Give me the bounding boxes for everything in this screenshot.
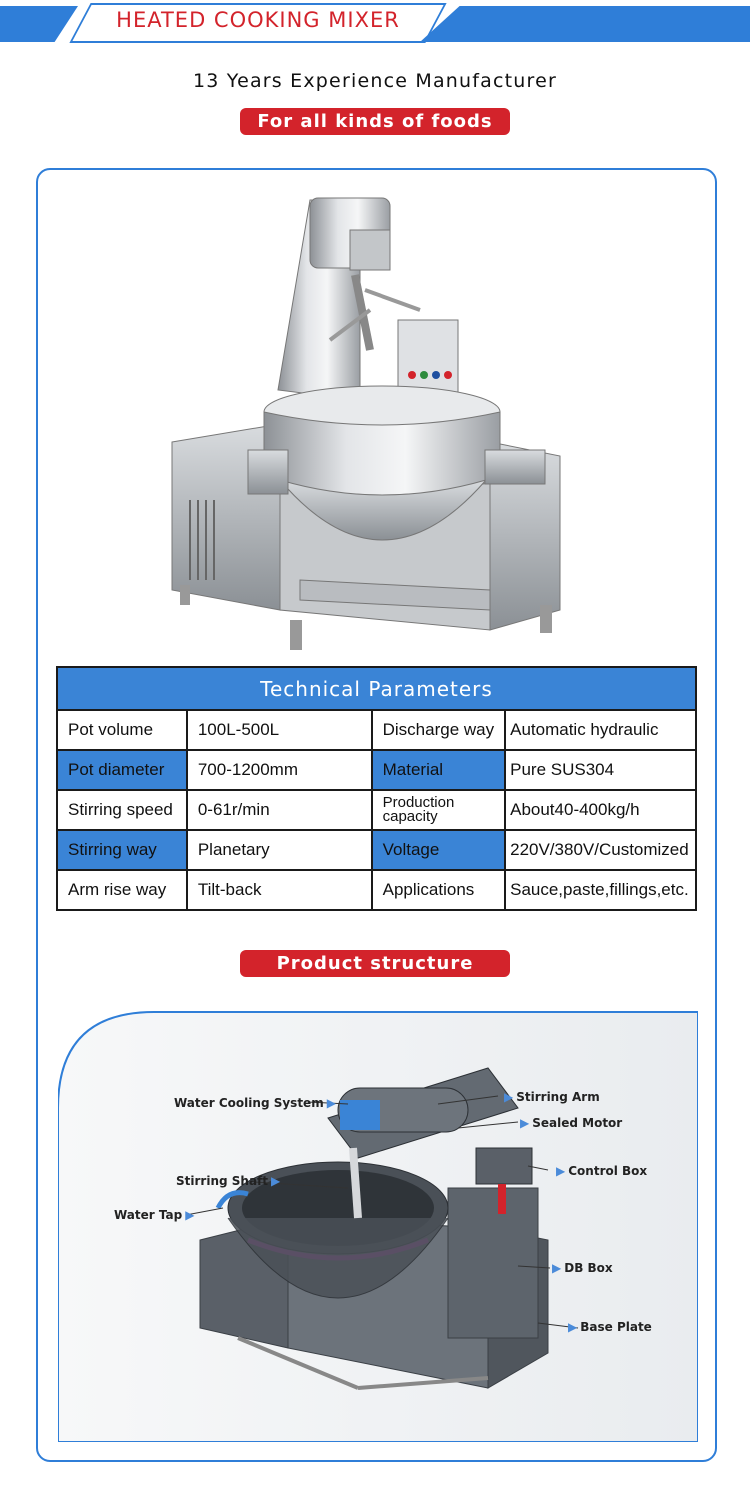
callout-label: Control Box bbox=[568, 1164, 648, 1178]
table-row bbox=[57, 710, 696, 750]
triangle-pointer-icon: ▶ bbox=[185, 1208, 195, 1222]
tagline-badge: For all kinds of foods bbox=[240, 108, 510, 135]
table-title: Technical Parameters bbox=[57, 667, 696, 710]
param-label: Material bbox=[372, 750, 506, 790]
param-label: Arm rise way bbox=[57, 870, 187, 910]
param-value: Tilt-back bbox=[187, 870, 372, 910]
triangle-pointer-icon: ▶ bbox=[271, 1174, 281, 1188]
callout-stirring-shaft bbox=[176, 1174, 280, 1188]
param-value: 220V/380V/Customized bbox=[505, 830, 696, 870]
triangle-pointer-icon: ▶ bbox=[504, 1090, 514, 1104]
callout-label: Stirring Shaft bbox=[176, 1174, 268, 1188]
param-label: Pot volume bbox=[57, 710, 187, 750]
param-label: Stirring speed bbox=[57, 790, 187, 830]
param-value: Pure SUS304 bbox=[505, 750, 696, 790]
structure-drawing bbox=[58, 1008, 698, 1442]
callout-control-box bbox=[556, 1164, 647, 1178]
param-label: Voltage bbox=[372, 830, 506, 870]
param-label: Applications bbox=[372, 870, 506, 910]
triangle-pointer-icon: ▶ bbox=[556, 1164, 566, 1178]
page-title: HEATED COOKING MIXER bbox=[116, 8, 400, 32]
param-value: 0-61r/min bbox=[187, 790, 372, 830]
callout-label: Water Tap bbox=[114, 1208, 183, 1222]
callout-label: DB Box bbox=[564, 1261, 613, 1275]
table-row bbox=[57, 790, 696, 830]
callout-label: Base Plate bbox=[580, 1320, 652, 1334]
page-subtitle: 13 Years Experience Manufacturer bbox=[192, 70, 558, 92]
table-row bbox=[57, 830, 696, 870]
table-row bbox=[57, 870, 696, 910]
triangle-pointer-icon: ▶ bbox=[326, 1096, 336, 1110]
callout-db-box bbox=[552, 1261, 613, 1275]
structure-title-badge: Product structure bbox=[240, 950, 510, 977]
param-value: 100L-500L bbox=[187, 710, 372, 750]
param-label: Stirring way bbox=[57, 830, 187, 870]
param-label: Pot diameter bbox=[57, 750, 187, 790]
param-value: 700-1200mm bbox=[187, 750, 372, 790]
param-value: Automatic hydraulic bbox=[505, 710, 696, 750]
param-value: About40-400kg/h bbox=[505, 790, 696, 830]
triangle-pointer-icon: ▶ bbox=[552, 1261, 562, 1275]
triangle-pointer-icon: ▶ bbox=[568, 1320, 578, 1334]
top-banner bbox=[0, 0, 750, 44]
banner-band-right bbox=[420, 6, 750, 42]
product-structure-diagram bbox=[58, 1008, 698, 1442]
callout-label: Stirring Arm bbox=[516, 1090, 600, 1104]
triangle-pointer-icon: ▶ bbox=[520, 1116, 530, 1130]
callout-label: Sealed Motor bbox=[532, 1116, 623, 1130]
technical-parameters-table bbox=[56, 666, 697, 911]
param-value: Planetary bbox=[187, 830, 372, 870]
param-label: Discharge way bbox=[372, 710, 506, 750]
table-row bbox=[57, 750, 696, 790]
callout-water-tap bbox=[114, 1208, 194, 1222]
cooking-mixer-image bbox=[160, 180, 580, 670]
callout-label: Water Cooling System bbox=[174, 1096, 324, 1110]
param-value: Sauce,paste,fillings,etc. bbox=[505, 870, 696, 910]
callout-base-plate bbox=[568, 1320, 652, 1334]
callout-sealed-motor bbox=[520, 1116, 622, 1130]
param-label: Production capacity bbox=[372, 790, 506, 830]
callout-water-cooling bbox=[174, 1096, 336, 1110]
callout-stirring-arm bbox=[504, 1090, 600, 1104]
banner-band-left bbox=[0, 6, 78, 42]
